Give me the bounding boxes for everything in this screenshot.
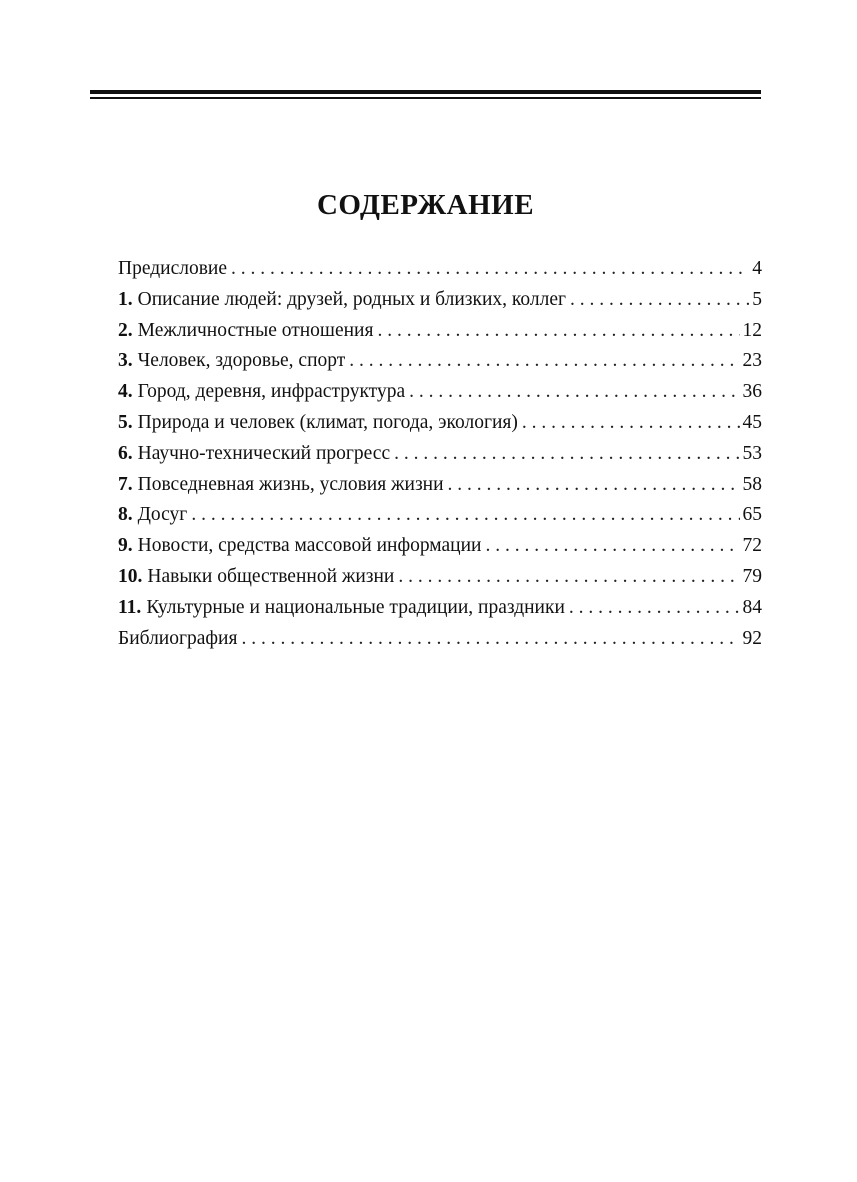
toc-leader-dots — [569, 593, 740, 624]
toc-entry-number: 6. — [118, 442, 133, 464]
toc-leader-dots — [394, 439, 739, 470]
toc-entry-10[interactable] — [118, 562, 762, 593]
toc-leader-dots — [398, 562, 739, 593]
toc-leader-dots — [448, 470, 740, 501]
toc-leader-dots — [570, 285, 749, 316]
toc-page-number: 23 — [742, 350, 762, 372]
toc-page-number: 53 — [742, 442, 762, 464]
header-rule-thick — [90, 90, 761, 94]
toc-page-number: 45 — [742, 411, 762, 433]
toc-page-number: 72 — [742, 535, 762, 557]
toc-entry-title: Описание людей: друзей, родных и близких, коллег — [137, 288, 566, 310]
toc-leader-dots — [377, 316, 739, 347]
toc-entry-11[interactable] — [118, 593, 762, 624]
toc-entry-2[interactable] — [118, 316, 762, 347]
toc-entry-title: Природа и человек (климат, погода, экология) — [137, 411, 518, 433]
toc-entry-title: Культурные и национальные традиции, праздники — [146, 596, 565, 618]
toc-entry-5[interactable] — [118, 408, 762, 439]
toc-entry-title: Город, деревня, инфраструктура — [137, 381, 406, 403]
toc-entry-title: Навыки общественной жизни — [147, 565, 395, 587]
toc-entry-number: 11. — [118, 596, 142, 618]
toc-entry-title: Научно-технический прогресс — [137, 442, 391, 464]
toc-entry-title: Библиография — [118, 627, 238, 649]
toc-page-number: 65 — [742, 504, 762, 526]
toc-entry-title: Досуг — [137, 504, 188, 526]
toc-entry-7[interactable] — [118, 470, 762, 501]
toc-entry-number: 8. — [118, 504, 133, 526]
toc-page-number: 36 — [742, 381, 762, 403]
toc-entry-number: 9. — [118, 535, 133, 557]
toc-entry-preface[interactable] — [118, 254, 762, 285]
toc-entry-number: 7. — [118, 473, 133, 495]
toc-leader-dots — [485, 531, 739, 562]
toc-entry-bibliography[interactable] — [118, 624, 762, 655]
toc-page-number: 84 — [742, 596, 762, 618]
toc-page-number: 4 — [752, 258, 762, 279]
toc-page-number: 58 — [742, 473, 762, 495]
toc-leader-dots — [409, 377, 739, 408]
toc-entry-number: 5. — [118, 411, 133, 433]
toc-page-number: 92 — [742, 627, 762, 649]
toc-entry-number: 4. — [118, 381, 133, 403]
toc-entry-title: Новости, средства массовой информации — [137, 535, 482, 557]
toc-entry-number: 2. — [118, 319, 133, 341]
toc-entry-4[interactable] — [118, 377, 762, 408]
toc-leader-dots — [191, 500, 739, 531]
toc-entry-9[interactable] — [118, 531, 762, 562]
toc-entry-title: Повседневная жизнь, условия жизни — [137, 473, 444, 495]
toc-entry-title: Человек, здоровье, спорт — [137, 350, 346, 372]
toc-entry-title: Межличностные отношения — [137, 319, 374, 341]
page-title: СОДЕРЖАНИЕ — [316, 189, 535, 221]
toc-entry-title: Предисловие — [118, 258, 228, 279]
toc-entry-number: 3. — [118, 350, 133, 372]
toc-page-number: 5 — [752, 288, 762, 310]
toc-leader-dots — [241, 624, 739, 655]
toc-entry-8[interactable] — [118, 500, 762, 531]
table-of-contents — [118, 254, 762, 654]
header-rule-thin — [90, 97, 761, 99]
toc-entry-3[interactable] — [118, 346, 762, 377]
toc-leader-dots — [522, 408, 740, 439]
toc-page-number: 79 — [742, 565, 762, 587]
toc-leader-dots — [231, 254, 749, 285]
toc-entry-1[interactable] — [118, 285, 762, 316]
toc-entry-number: 10. — [118, 565, 143, 587]
toc-entry-number: 1. — [118, 288, 133, 310]
toc-page-number: 12 — [742, 319, 762, 341]
toc-leader-dots — [349, 346, 739, 377]
toc-entry-6[interactable] — [118, 439, 762, 470]
